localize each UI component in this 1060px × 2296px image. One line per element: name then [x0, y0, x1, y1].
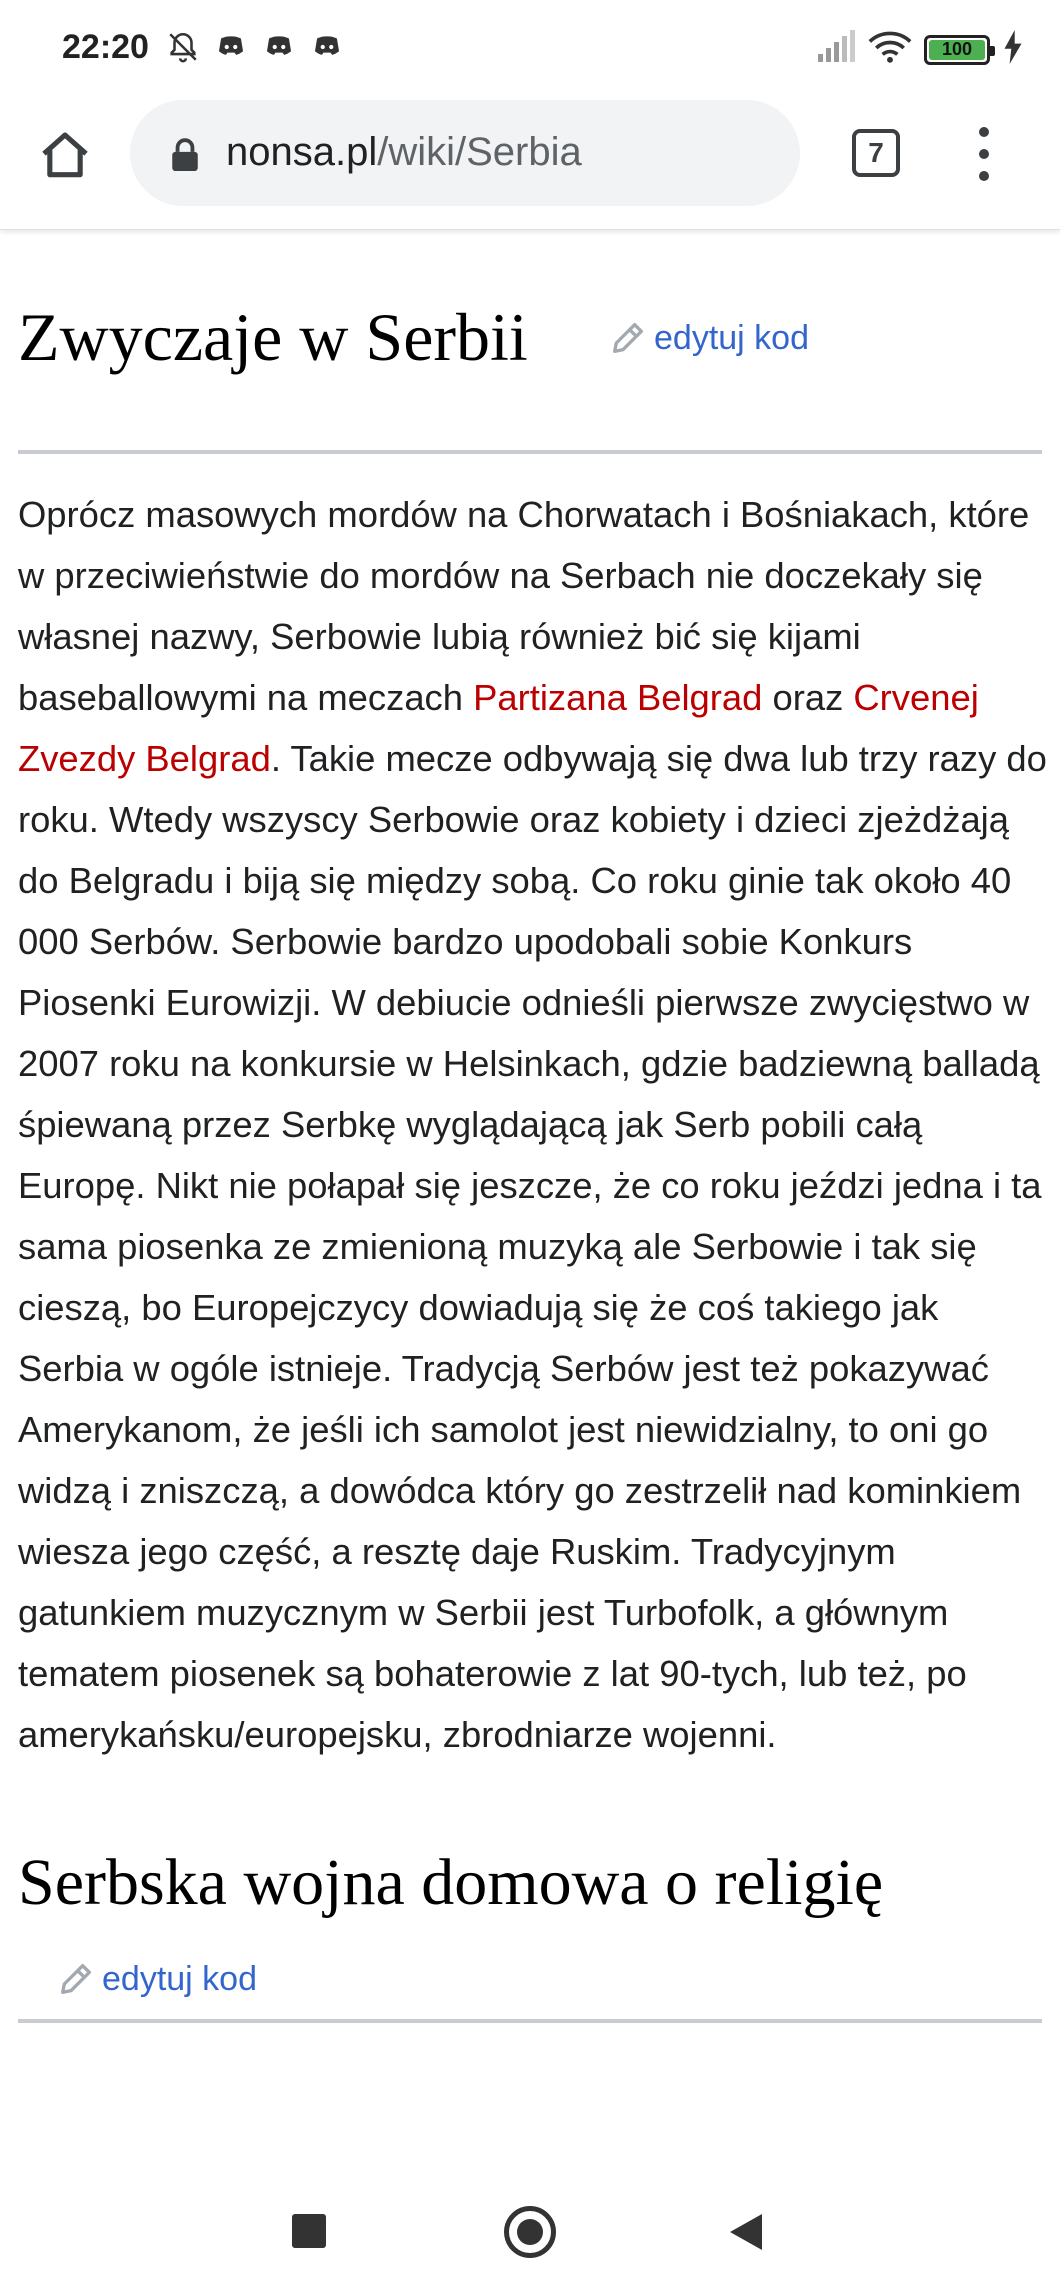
system-navigation-bar [0, 2166, 1060, 2296]
section-heading-religious-war [18, 1847, 1042, 2023]
battery-level: 100 [941, 39, 973, 59]
paragraph-text: Oprócz masowych mordów na Chorwatach i Bośniakach, które w przeciwieństwie do mordów na Serbach nie doczekały się własnej nazwy, Serbowie lubią również bić się kijami baseballowymi na meczach [18, 494, 1030, 718]
lock-icon[interactable] [170, 137, 200, 171]
pencil-icon [608, 318, 648, 358]
charging-icon [1002, 30, 1024, 69]
more-vert-icon [972, 122, 996, 186]
system-status [816, 30, 1024, 69]
url-text[interactable] [226, 130, 582, 175]
bell-muted-icon [166, 30, 200, 64]
back-button[interactable] [728, 2212, 764, 2252]
edit-source-link[interactable] [56, 1959, 257, 1999]
url-path: /wiki/Serbia [377, 130, 582, 174]
status-bar [0, 0, 1060, 96]
status-time: 22:20 [62, 28, 149, 66]
article-content [18, 230, 1047, 2023]
home-icon [36, 128, 94, 184]
edit-link-label: edytuj kod [654, 318, 809, 357]
paragraph-text: . Takie mecze odbywają się dwa lub trzy razy do roku. Wtedy wszyscy Serbowie oraz kobiety i dzieci zjeżdżają do Belgradu i biją się między sobą. Co roku ginie tak około 40 000 Serbów. Serbowie bardzo upodobali sobie Konkurs Piosenki Eurowizji. W debiucie odnieśli pierwsze zwycięstwo w 2007 roku na konkursie w Helsinkach, gdzie badziewną balladą śpiewaną przez Serbkę wyglądającą jak Serb pobili całą Europę. Nikt nie połapał się jeszcze, że co roku jeździ jedna i ta sama piosenka ze zmienioną muzyką ale Serbowie i tak się cieszą, bo Europejczycy dowiadują się że coś takiego jak Serbia w ogóle istnieje. Tradycją Serbów jest też pokazywać Amerykanom, że jeśli ich samolot jest niewidzialny, to oni go widzą i zniszczą, a dowódca który go zestrzelił nad kominkiem wiesza jego część, a resztę daje Ruskim. Tradycyjnym gatunkiem muzycznym w Serbii jest Turbofolk, a głównym tematem piosenek są bohaterowie z lat 90-tych, lub też, po amerykańsku/europejsku, zbrodniarze wojenni. [18, 738, 1047, 1755]
section-title: Zwyczaje w Serbii [18, 299, 528, 375]
recent-apps-button[interactable] [292, 2214, 326, 2248]
paragraph-text: oraz [762, 677, 854, 718]
discord-icon [310, 30, 344, 64]
home-nav-button[interactable] [504, 2206, 556, 2258]
notification-icons [166, 30, 344, 64]
edit-link-label: edytuj kod [102, 1959, 257, 1998]
edit-source-link[interactable] [608, 318, 809, 358]
signal-icon [816, 30, 856, 69]
battery-icon [924, 35, 990, 65]
overflow-menu-button[interactable] [972, 122, 996, 186]
wifi-icon [868, 30, 912, 69]
pencil-icon [56, 1959, 96, 1999]
url-bar[interactable] [130, 100, 800, 206]
home-button[interactable] [36, 128, 106, 198]
section-title: Serbska wojna domowa o religię [18, 1846, 884, 1919]
discord-icon [262, 30, 296, 64]
crvena-zvezda-link[interactable]: Crvenej Zvezdy Belgrad [18, 677, 979, 779]
article-paragraph [18, 484, 1048, 1765]
back-triangle-icon [728, 2212, 764, 2252]
url-host: nonsa.pl [226, 130, 378, 174]
discord-icon [214, 30, 248, 64]
browser-toolbar [0, 96, 1060, 230]
section-heading-customs [18, 300, 1042, 454]
partizan-link[interactable]: Partizana Belgrad [473, 677, 763, 718]
tab-switcher-button[interactable]: 7 [852, 129, 900, 177]
